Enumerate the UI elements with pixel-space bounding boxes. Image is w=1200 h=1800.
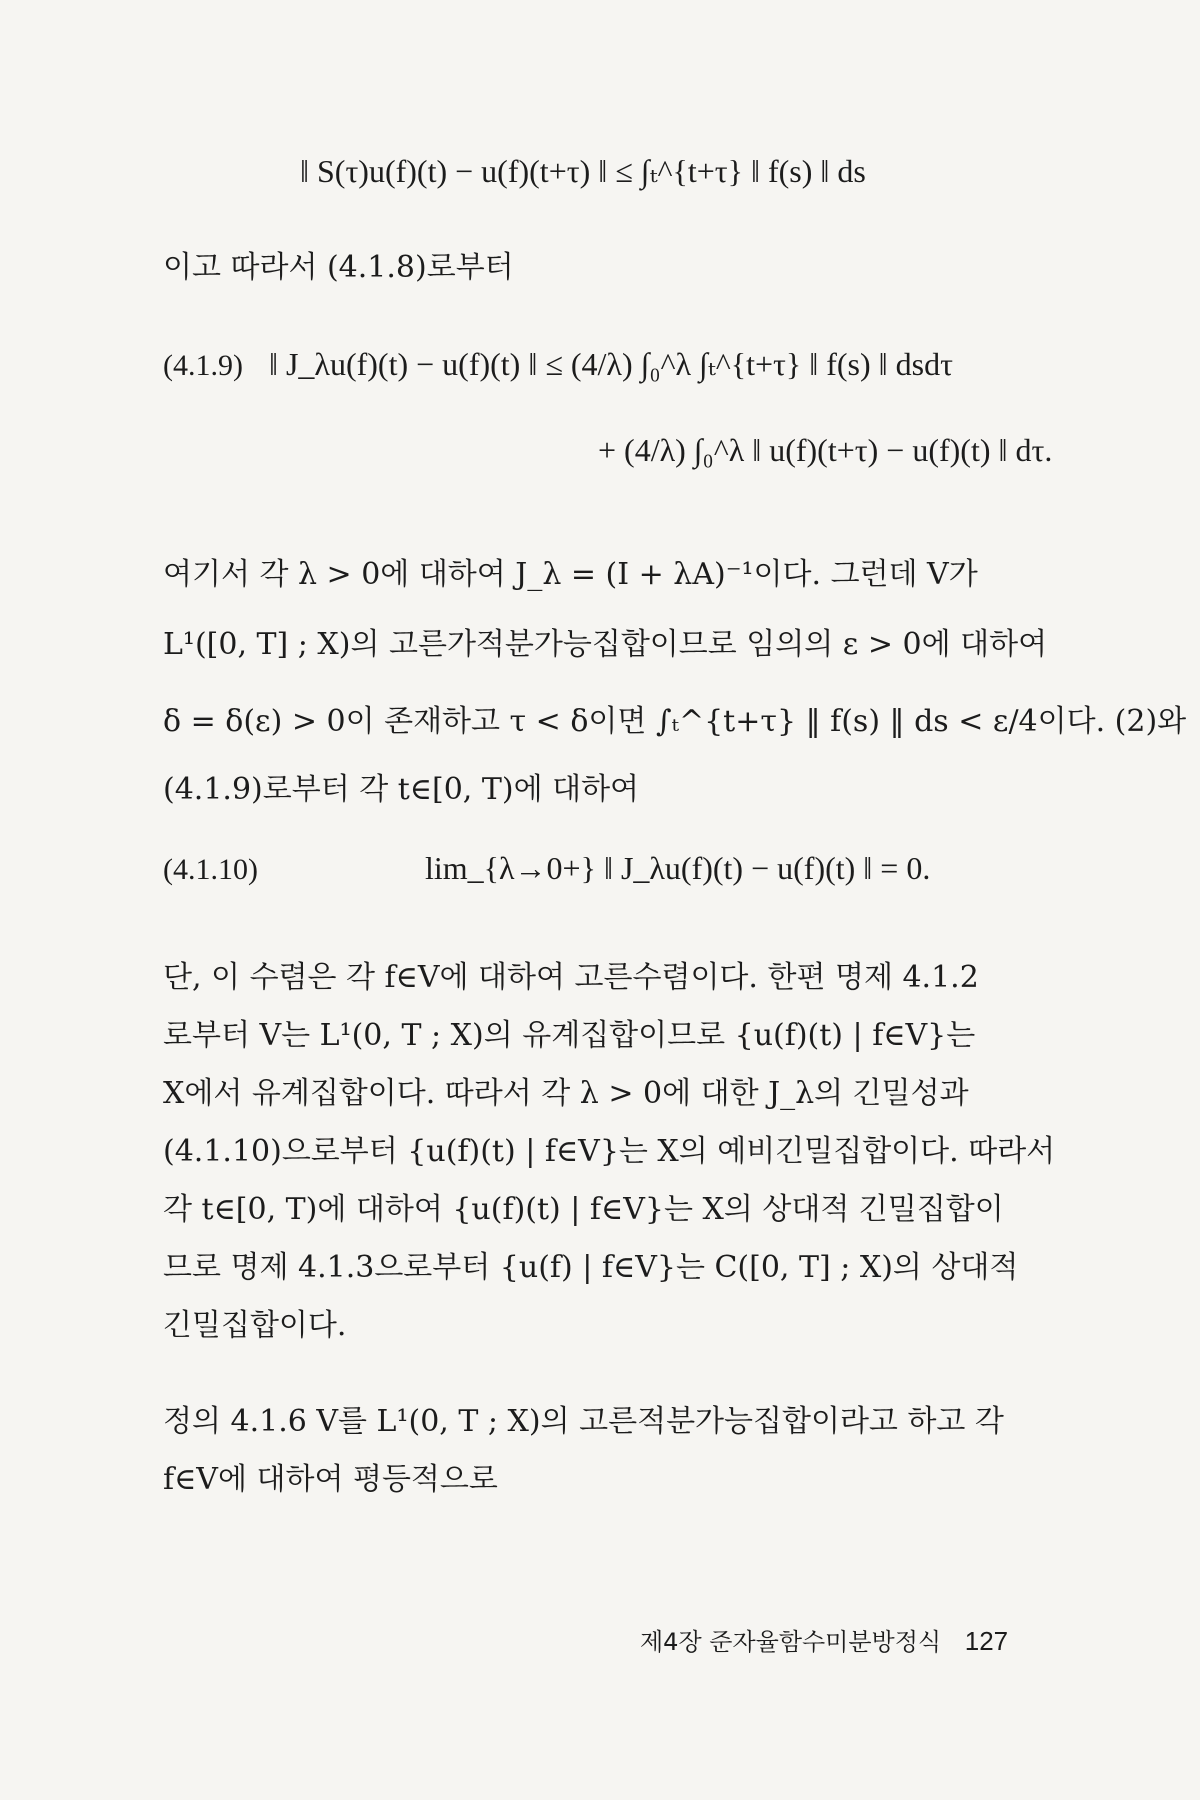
paragraph-line: 각 t∈[0, T)에 대하여 {u(f)(t) | f∈V}는 X의 상대적 긴밀집합이 <box>163 1192 1004 1227</box>
paragraph-line: 로부터 V는 L¹(0, T ; X)의 유계집합이므로 {u(f)(t) | f∈V}는 <box>163 1018 976 1053</box>
equation-4-1-10-text: lim_{λ→0+} ‖ J_λu(f)(t) − u(f)(t) ‖ = 0. <box>425 850 931 886</box>
paragraph-line: 여기서 각 λ > 0에 대하여 J_λ = (I + λA)⁻¹이다. 그런데 V가 <box>163 557 978 592</box>
equation-4-1-10-label-wrap <box>163 850 258 887</box>
paragraph-line: (4.1.10)으로부터 {u(f)(t) | f∈V}는 X의 예비긴밀집합이다. 따라서 <box>163 1134 1056 1169</box>
definition-line: f∈V에 대하여 평등적으로 <box>163 1462 498 1497</box>
equation-label: (4.1.9) <box>163 349 243 382</box>
paragraph-line: L¹([0, T] ; X)의 고른가적분가능집합이므로 임의의 ε > 0에 대하여 <box>163 627 1048 662</box>
paragraph-line: 이고 따라서 (4.1.8)로부터 <box>163 250 514 285</box>
equation-label: (4.1.10) <box>163 853 258 886</box>
paragraph-line: δ = δ(ε) > 0이 존재하고 τ < δ이면 ∫ₜ^{t+τ} ‖ f(s) ‖ ds < ε/4이다. (2)와 <box>163 704 1187 739</box>
equation-top-text: ‖ S(τ)u(f)(t) − u(f)(t+τ) ‖ ≤ ∫ₜ^{t+τ} ‖ f(s) ‖ ds <box>300 153 866 189</box>
paragraph-line: 긴밀집합이다. <box>163 1308 347 1343</box>
equation-4-1-9-line2: + (4/λ) ∫₀^λ ‖ u(f)(t+τ) − u(f)(t) ‖ dτ. <box>598 432 1053 468</box>
equation-4-1-10 <box>425 850 930 887</box>
chapter-title: 제4장 준자율함수미분방정식 <box>640 1628 942 1656</box>
equation-4-1-9-line1: ‖ J_λu(f)(t) − u(f)(t) ‖ ≤ (4/λ) ∫₀^λ ∫ₜ^{t+τ} ‖ f(s) ‖ dsdτ <box>268 346 953 382</box>
paragraph-line: 단, 이 수렴은 각 f∈V에 대하여 고른수렴이다. 한편 명제 4.1.2 <box>163 960 979 995</box>
equation-4-1-9-continuation <box>598 432 1052 469</box>
equation-4-1-9 <box>163 345 953 383</box>
page-footer <box>640 1622 1008 1657</box>
paragraph-line: 므로 명제 4.1.3으로부터 {u(f) | f∈V}는 C([0, T] ; X)의 상대적 <box>163 1250 1019 1285</box>
definition-line: 정의 4.1.6 V를 L¹(0, T ; X)의 고른적분가능집합이라고 하고 각 <box>163 1404 1004 1439</box>
equation-top <box>300 152 866 190</box>
page-number: 127 <box>964 1626 1009 1656</box>
paragraph-line: (4.1.9)로부터 각 t∈[0, T)에 대하여 <box>163 772 640 807</box>
paragraph-line: X에서 유계집합이다. 따라서 각 λ > 0에 대한 J_λ의 긴밀성과 <box>163 1076 969 1111</box>
